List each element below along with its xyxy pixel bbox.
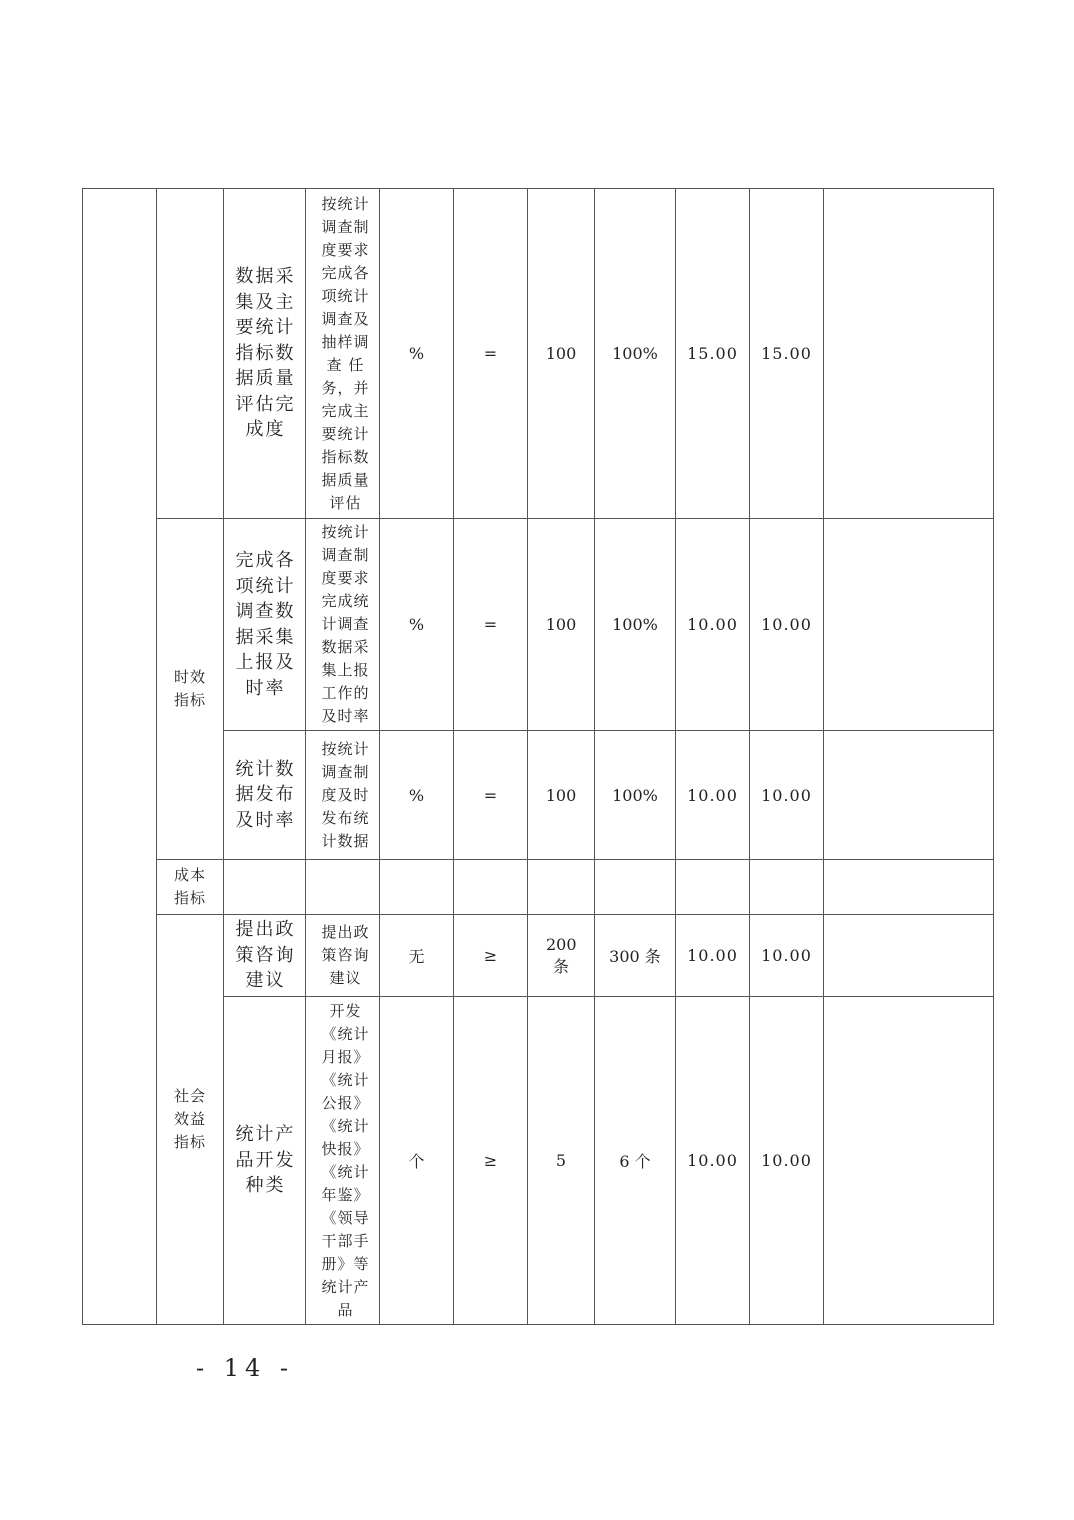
operator-cell: = (454, 519, 528, 731)
indicator-name: 统计产品开发种类 (224, 997, 306, 1325)
target-cell: 100 (528, 189, 595, 519)
weight-cell: 10.00 (676, 731, 750, 860)
unit-cell: 个 (380, 997, 454, 1325)
indicator-name: 数据采集及主要统计指标数据质量评估完成度 (224, 189, 306, 519)
indicator-name: 统计数据发布及时率 (224, 731, 306, 860)
unit-cell: 无 (380, 915, 454, 997)
table-row (83, 915, 994, 997)
indicator-name: 完成各项统计调查数据采集上报及时率 (224, 519, 306, 731)
target-cell: 100 (528, 519, 595, 731)
indicator-standard: 按统计调查制度要求完成各项统计调查及抽样调查 任务，并完成主要统计指标数据质量评估 (306, 189, 380, 519)
category-cost: 成本指标 (157, 860, 224, 915)
target-cell: 5 (528, 997, 595, 1325)
operator-cell (454, 860, 528, 915)
actual-cell: 100% (595, 189, 676, 519)
operator-cell: = (454, 731, 528, 860)
note-cell (824, 731, 994, 860)
page-number: - 14 - (196, 1354, 295, 1382)
indicator-standard: 按统计调查制度要求完成统计调查数据采集上报工作的及时率 (306, 519, 380, 731)
note-cell (824, 915, 994, 997)
actual-cell: 100% (595, 519, 676, 731)
actual-cell: 300 条 (595, 915, 676, 997)
note-cell (824, 189, 994, 519)
weight-cell: 10.00 (676, 997, 750, 1325)
indicator-name: 提出政策咨询建议 (224, 915, 306, 997)
score-cell: 10.00 (750, 519, 824, 731)
operator-cell: ≥ (454, 915, 528, 997)
indicator-standard: 开发《统计月报》《统计公报》《统计快报》《统计年鉴》《领导干部手册》等统计产品 (306, 997, 380, 1325)
score-cell: 10.00 (750, 731, 824, 860)
operator-cell: = (454, 189, 528, 519)
unit-cell: % (380, 731, 454, 860)
unit-cell (380, 860, 454, 915)
level1-cell (83, 189, 157, 1325)
note-cell (824, 860, 994, 915)
actual-cell: 6 个 (595, 997, 676, 1325)
target-cell: 100 (528, 731, 595, 860)
weight-cell: 10.00 (676, 519, 750, 731)
indicator-standard (306, 860, 380, 915)
note-cell (824, 997, 994, 1325)
category-cell (157, 189, 224, 519)
category-timeliness: 时效指标 (157, 519, 224, 860)
score-cell: 10.00 (750, 915, 824, 997)
note-cell (824, 519, 994, 731)
unit-cell: % (380, 189, 454, 519)
category-social: 社会效益指标 (157, 915, 224, 1325)
indicator-name (224, 860, 306, 915)
score-cell (750, 860, 824, 915)
table-row (83, 519, 994, 731)
table-row (83, 860, 994, 915)
score-cell: 15.00 (750, 189, 824, 519)
target-cell (528, 860, 595, 915)
actual-cell: 100% (595, 731, 676, 860)
indicator-standard: 按统计调查制度及时发布统计数据 (306, 731, 380, 860)
table-row (83, 189, 994, 519)
indicator-standard: 提出政策咨询建议 (306, 915, 380, 997)
weight-cell (676, 860, 750, 915)
weight-cell: 10.00 (676, 915, 750, 997)
weight-cell: 15.00 (676, 189, 750, 519)
target-cell: 200条 (528, 915, 595, 997)
performance-table (82, 188, 994, 1325)
operator-cell: ≥ (454, 997, 528, 1325)
score-cell: 10.00 (750, 997, 824, 1325)
unit-cell: % (380, 519, 454, 731)
actual-cell (595, 860, 676, 915)
